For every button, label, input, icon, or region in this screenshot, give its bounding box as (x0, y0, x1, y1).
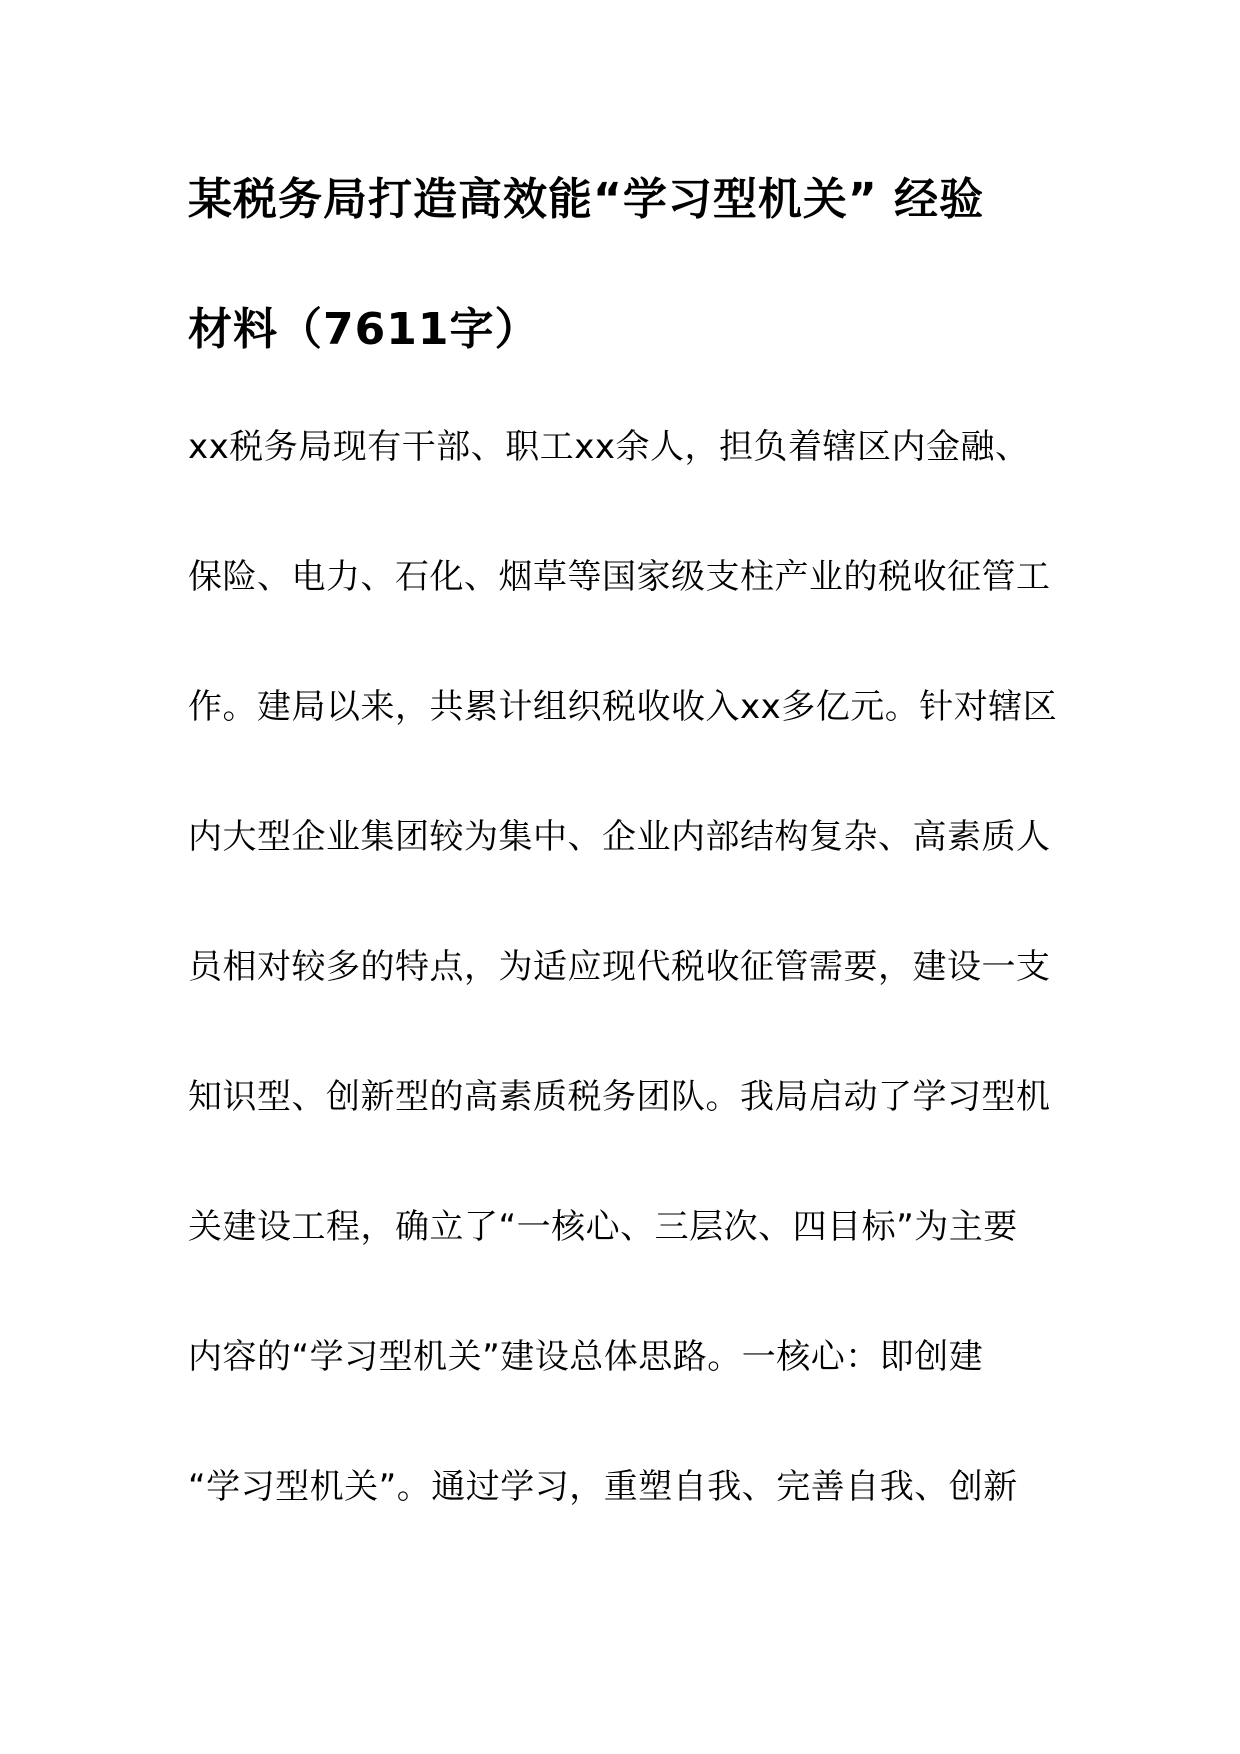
document-title-line-1: 某税务局打造高效能“学习型机关” 经验 (188, 174, 985, 225)
body-text-line: 内大型企业集团较为集中、企业内部结构复杂、高素质人 (188, 817, 1051, 857)
document-title-line-2: 材料（7611字） (188, 304, 540, 355)
body-text-line: 关建设工程，确立了“一核心、三层次、四目标”为主要 (188, 1207, 1018, 1247)
body-text-line: 内容的“学习型机关”建设总体思路。一核心：即创建 (188, 1337, 984, 1377)
body-text-line: 保险、电力、石化、烟草等国家级支柱产业的税收征管工 (188, 557, 1051, 597)
body-text-line: “学习型机关”。通过学习，重塑自我、完善自我、创新 (188, 1467, 1018, 1507)
body-text-line: 作。建局以来，共累计组织税收收入xx多亿元。针对辖区 (188, 687, 1058, 727)
body-text-line: xx税务局现有干部、职工xx余人，担负着辖区内金融、 (188, 427, 1030, 467)
body-text-line: 知识型、创新型的高素质税务团队。我局启动了学习型机 (188, 1077, 1051, 1117)
body-text-line: 员相对较多的特点，为适应现代税收征管需要，建设一支 (188, 947, 1051, 987)
